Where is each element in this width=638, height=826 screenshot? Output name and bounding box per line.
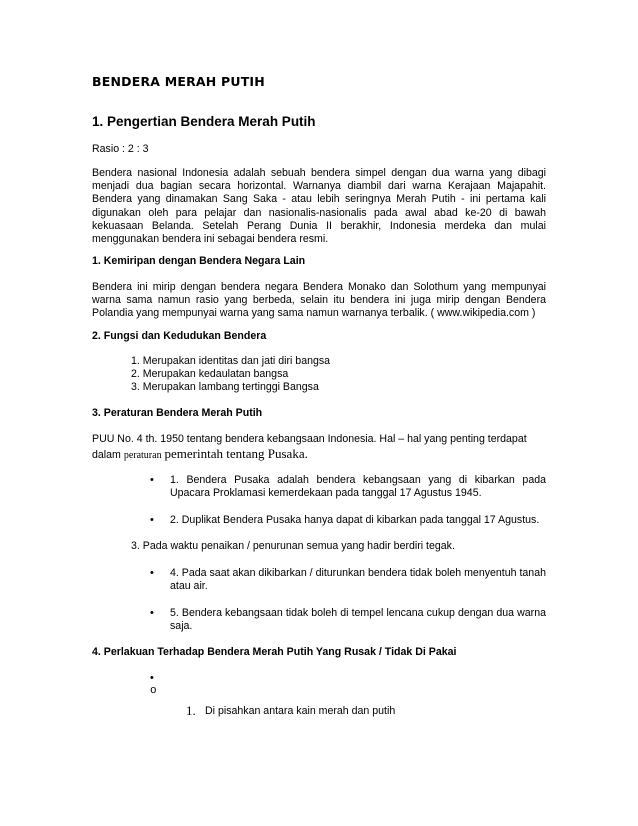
bullet-icon: • <box>150 474 154 486</box>
bullet-icon: • <box>150 672 154 684</box>
fungsi-item-1: 1. Merupakan identitas dan jati diri bangsa <box>131 355 331 367</box>
ratio-text: Rasio : 2 : 3 <box>92 143 149 155</box>
section-heading-peraturan: 3. Peraturan Bendera Merah Putih <box>92 407 263 419</box>
peraturan-bullet-5: 5. Bendera kebangsaan tidak boleh di tempel lencana cukup dengan dua warna saja. <box>170 607 546 633</box>
section-heading-kemiripan: 1. Kemiripan dengan Bendera Negara Lain <box>92 255 306 267</box>
peraturan-bullet-4: 4. Pada saat akan dikibarkan / diturunkan bendera tidak boleh menyentuh tanah atau air. <box>170 567 546 593</box>
peraturan-word-peraturan: peraturan <box>123 450 162 461</box>
kemiripan-paragraph: Bendera ini mirip dengan bendera negara Bendera Monako dan Solothum yang mempunyai warna sama namun rasio yang berbeda, selain itu bendera ini juga mirip dengan Bendera Polandia yang mempunyai warna yang sama namun warnanya terbalik. ( www.wikipedia.com ) <box>92 281 546 320</box>
fungsi-item-2: 2. Merupakan kedaulatan bangsa <box>131 368 289 380</box>
section-heading-fungsi: 2. Fungsi dan Kedudukan Bendera <box>92 330 267 342</box>
fungsi-item-3: 3. Merupakan lambang tertinggi Bangsa <box>131 381 319 393</box>
section-heading-perlakuan: 4. Perlakuan Terhadap Bendera Merah Putih Yang Rusak / Tidak Di Pakai <box>92 646 457 658</box>
bullet-icon: • <box>150 567 154 579</box>
peraturan-word-dalam: dalam <box>92 449 121 461</box>
document-title: BENDERA MERAH PUTIH <box>92 74 265 89</box>
pengertian-paragraph: Bendera nasional Indonesia adalah sebuah bendera simpel dengan dua warna yang dibagi menjadi dua bagian secara horizontal. Warnanya diambil dari warna Kerajaan Majapahit. Bendera yang dinamakan Sang Saka - atau lebih seringnya Merah Putih - ini pertama kali digunakan oleh para pelajar dan nasionalis-nasionalis pada awal abad ke-20 di bawah kekuasaan Belanda. Setelah Perang Dunia II berakhir, Indonesia merdeka dan mulai menggunakan bendera ini sebagai bendera resmi. <box>92 167 546 246</box>
section-heading-pengertian: 1. Pengertian Bendera Merah Putih <box>92 114 316 129</box>
peraturan-line-1: PUU No. 4 th. 1950 tentang bendera kebangsaan Indonesia. Hal – hal yang penting terdapat <box>92 433 527 445</box>
peraturan-word-pemerintah: pemerintah tentang Pusaka. <box>164 446 308 461</box>
peraturan-line-2 <box>92 446 546 464</box>
bullet-icon: • <box>150 607 154 619</box>
perlakuan-item-number: 1. <box>186 703 196 718</box>
peraturan-bullet-2: 2. Duplikat Bendera Pusaka hanya dapat di kibarkan pada tanggal 17 Agustus. <box>170 514 540 526</box>
peraturan-bullet-1: 1. Bendera Pusaka adalah bendera kebangsaan yang di kibarkan pada Upacara Proklamasi kemerdekaan pada tanggal 17 Agustus 1945. <box>170 474 546 500</box>
circle-bullet-icon: o <box>150 685 157 697</box>
peraturan-numbered-3: 3. Pada waktu penaikan / penurunan semua yang hadir berdiri tegak. <box>131 540 455 552</box>
bullet-icon: • <box>150 514 154 526</box>
perlakuan-item-text: Di pisahkan antara kain merah dan putih <box>205 705 396 717</box>
